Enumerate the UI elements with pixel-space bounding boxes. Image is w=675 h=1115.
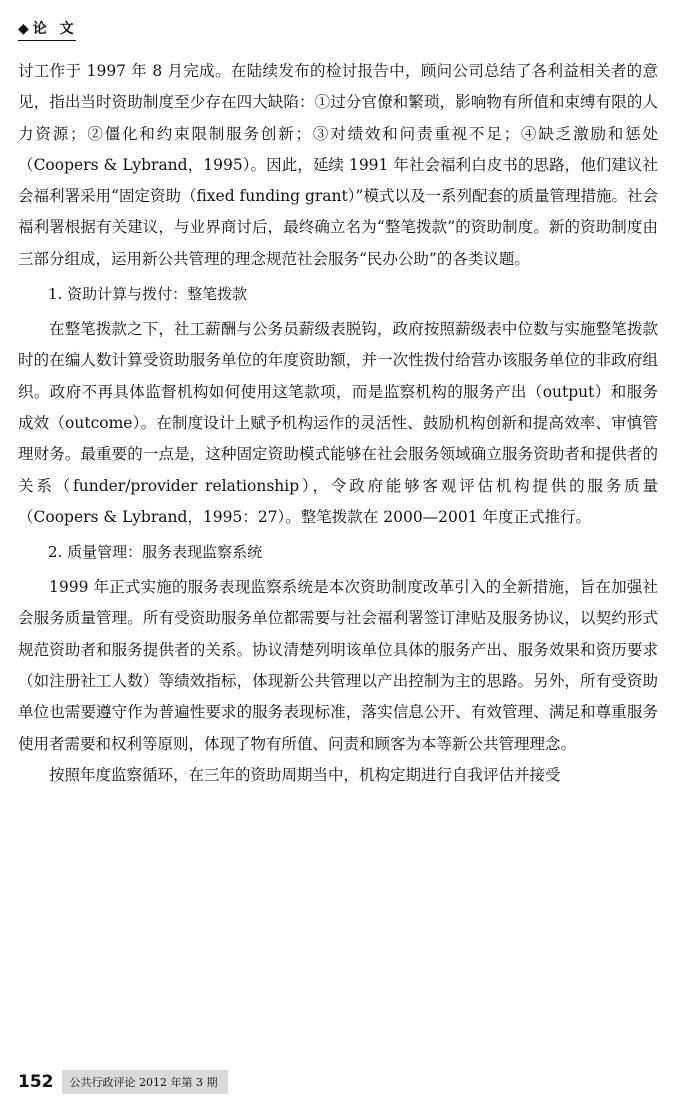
journal-citation: 公共行政评论 2012 年第 3 期 xyxy=(62,1070,228,1094)
section-2-paragraph-2: 按照年度监察循环，在三年的资助周期当中，机构定期进行自我评估并接受 xyxy=(49,765,561,784)
section-2-paragraph-1: 1999 年正式实施的服务表现监察系统是本次资助制度改革引入的全新措施，旨在加强社会服务质量管理。所有受资助服务单位都需要与社会福利署签订津贴及服务协议，以契约形式规范资助者和服务提供者的关系。协议清楚列明该单位具体的服务产出、服务效果和资历要求（如注册社工人数）等绩效指标，体现新公共管理以产出控制为主的思路。另外，所有受资助单位也需要遵守作为普遍性要求的服务表现标准，落实信息公开、有效管理、满足和尊重服务使用者需要和权利等原则，体现了物有所值、问责和顾客为本等新公共管理理念。 xyxy=(18,578,658,753)
header-underline xyxy=(18,40,76,41)
section-1-heading: 1. 资助计算与拨付：整笔拨款 xyxy=(48,285,248,304)
intro-paragraph: 讨工作于 1997 年 8 月完成。在陆续发布的检讨报告中，顾问公司总结了各利益相关者的意见，指出当时资助制度至少存在四大缺陷：①过分官僚和繁琐，影响物有所值和束缚有限的人力资源；②僵化和约束限制服务创新；③对绩效和问责重视不足；④缺乏激励和惩处（Coopers & Lybrand，1995）。因此，延续 1991 年社会福利白皮书的思路，他们建议社会福利署采用“固定资助（fixed funding grant）”模式以及一系列配套的质量管理措施。社会福利署根据有关建议，与业界商讨后，最终确立名为“整笔拨款”的资助制度。新的资助制度由三部分组成，运用新公共管理的理念规范社会服务“民办公助”的各类议题。 xyxy=(18,62,658,268)
section-1-paragraph: 在整笔拨款之下，社工薪酬与公务员薪级表脱钩，政府按照薪级表中位数与实施整笔拨款时的在编人数计算受资助服务单位的年度资助额，并一次性拨付给营办该服务单位的非政府组织。政府不再具体监督机构如何使用这笔款项，而是监察机构的服务产出（output）和服务成效（outcome）。在制度设计上赋予机构运作的灵活性、鼓励机构创新和提高效率、审慎管理财务。最重要的一点是，这种固定资助模式能够在社会服务领域确立服务资助者和提供者的关系（funder/provider relationship），令政府能够客观评估机构提供的服务质量（Coopers & Lybrand，1995：27）。整笔拨款在 2000—2001 年度正式推行。 xyxy=(18,320,658,526)
page-number: 152 xyxy=(18,1072,54,1092)
page-footer xyxy=(18,1070,228,1094)
article-body xyxy=(18,56,658,791)
section-label: ◆论 文 xyxy=(18,21,78,37)
section-2-heading: 2. 质量管理：服务表现监察系统 xyxy=(48,543,263,562)
